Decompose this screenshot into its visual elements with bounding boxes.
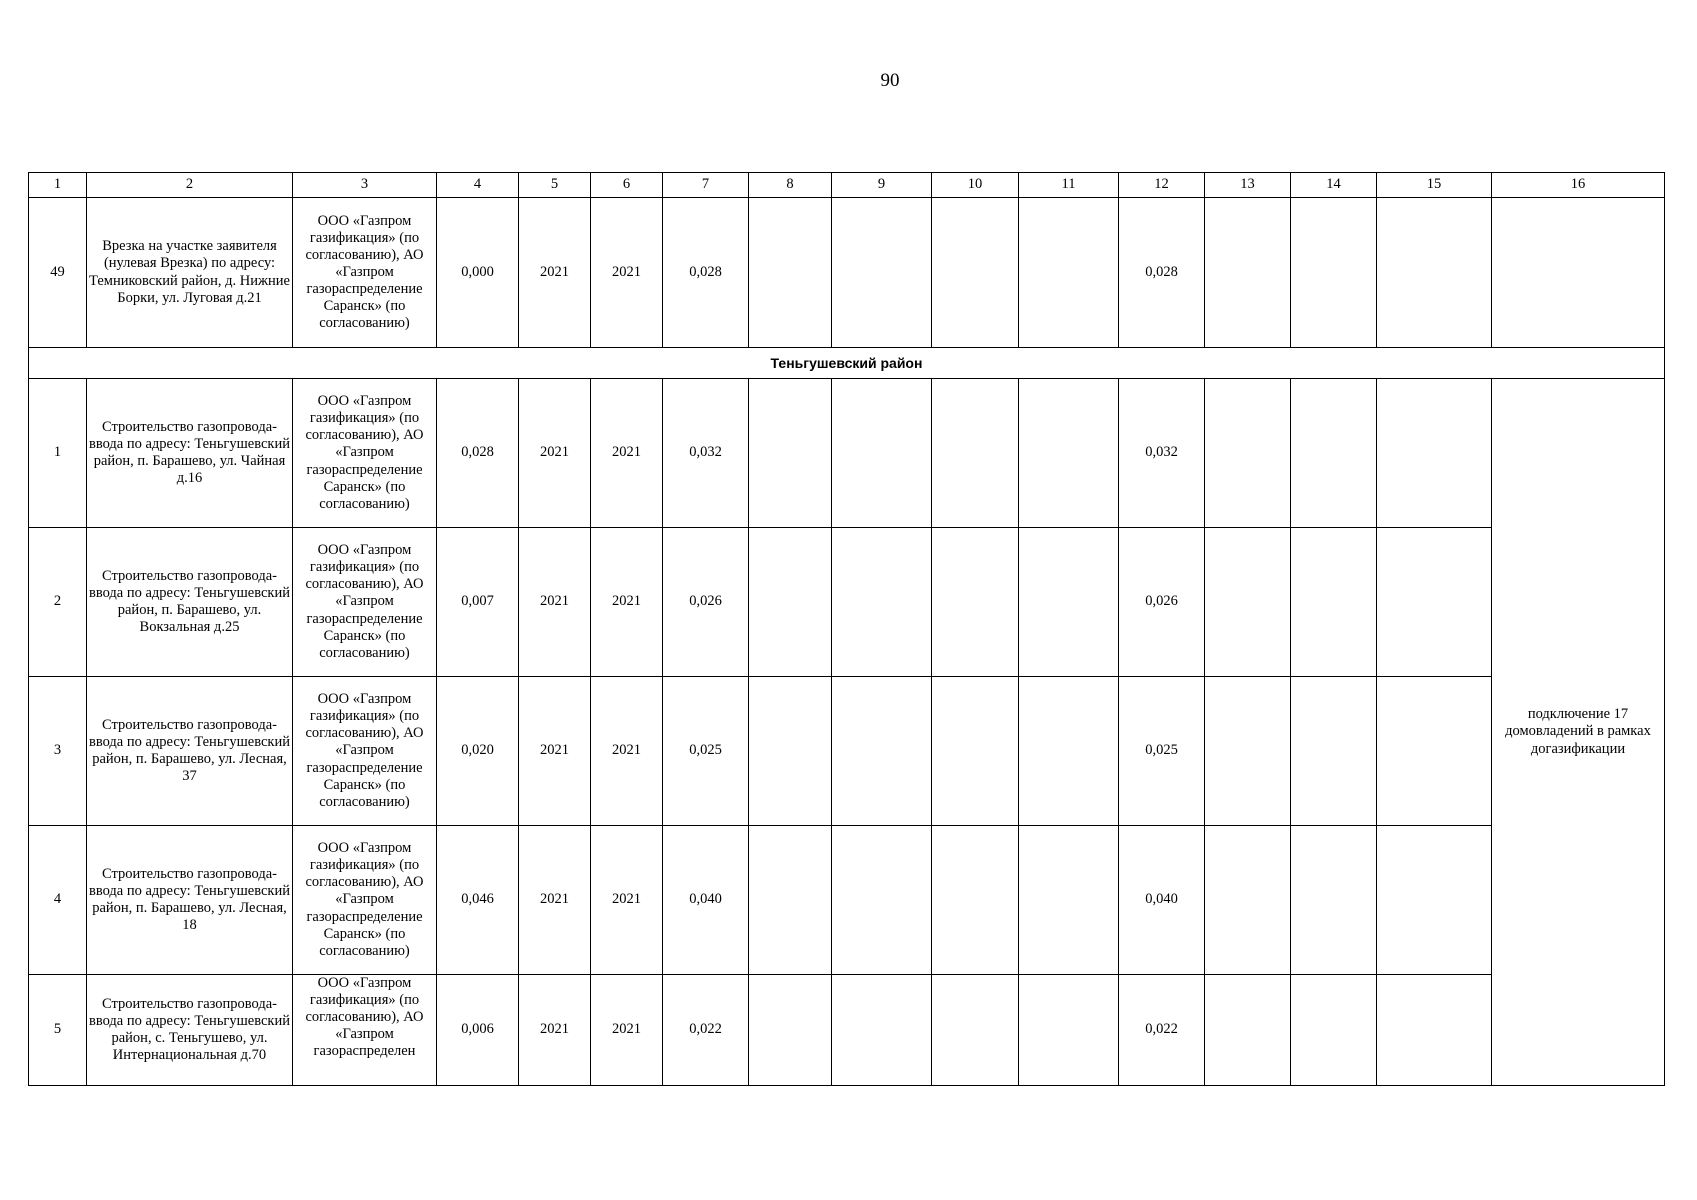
column-number: 9 (832, 173, 932, 198)
row-number: 2 (29, 528, 87, 677)
column-number: 1 (29, 173, 87, 198)
empty-cell (1291, 677, 1377, 826)
empty-cell (1205, 975, 1291, 1086)
empty-cell (932, 975, 1019, 1086)
year-end: 2021 (591, 826, 663, 975)
empty-cell (1377, 379, 1492, 528)
empty-cell (932, 198, 1019, 348)
value-col7: 0,032 (663, 379, 749, 528)
empty-cell (932, 528, 1019, 677)
year-end: 2021 (591, 198, 663, 348)
empty-cell (1377, 528, 1492, 677)
table-row (29, 677, 1665, 826)
year-end: 2021 (591, 379, 663, 528)
executor: ООО «Газпром газификация» (по согласованию), АО «Газпром газораспределение Саранск» (по согласованию) (293, 379, 437, 528)
empty-cell (1019, 677, 1119, 826)
value-col12: 0,040 (1119, 826, 1205, 975)
row-number: 4 (29, 826, 87, 975)
object-name: Строительство газопровода-ввода по адресу: Теньгушевский район, п. Барашево, ул. Лесная, 37 (87, 677, 293, 826)
executor: ООО «Газпром газификация» (по согласованию), АО «Газпром газораспределение Саранск» (по согласованию) (293, 677, 437, 826)
empty-cell (1377, 826, 1492, 975)
column-number: 3 (293, 173, 437, 198)
column-number-row (29, 173, 1665, 198)
page-number: 90 (880, 70, 900, 91)
empty-cell (749, 528, 832, 677)
table-row (29, 379, 1665, 528)
empty-cell (1377, 198, 1492, 348)
empty-cell (1205, 826, 1291, 975)
value-col7: 0,025 (663, 677, 749, 826)
column-number: 13 (1205, 173, 1291, 198)
year-end: 2021 (591, 528, 663, 677)
empty-cell (1019, 975, 1119, 1086)
year-start: 2021 (519, 677, 591, 826)
column-number: 6 (591, 173, 663, 198)
empty-cell (1377, 677, 1492, 826)
row-number: 3 (29, 677, 87, 826)
executor-text: ООО «Газпром газификация» (по согласованию), АО «Газпром газораспределен (305, 975, 424, 1060)
column-number: 11 (1019, 173, 1119, 198)
value-col7: 0,028 (663, 198, 749, 348)
empty-cell (932, 826, 1019, 975)
column-number: 2 (87, 173, 293, 198)
value-col4: 0,007 (437, 528, 519, 677)
table-row (29, 198, 1665, 348)
value-col4: 0,028 (437, 379, 519, 528)
value-col4: 0,020 (437, 677, 519, 826)
empty-cell (1205, 677, 1291, 826)
row-number: 5 (29, 975, 87, 1086)
value-col7: 0,040 (663, 826, 749, 975)
column-number: 7 (663, 173, 749, 198)
empty-cell (832, 975, 932, 1086)
row-number: 1 (29, 379, 87, 528)
empty-cell (749, 677, 832, 826)
object-name: Врезка на участке заявителя (нулевая Врезка) по адресу: Темниковский район, д. Нижние Борки, ул. Луговая д.21 (87, 198, 293, 348)
empty-cell (832, 198, 932, 348)
section-row (29, 348, 1665, 379)
section-title: Теньгушевский район (29, 348, 1665, 379)
row-number: 49 (29, 198, 87, 348)
executor: ООО «Газпром газификация» (по согласованию), АО «Газпром газораспределение Саранск» (по согласованию) (293, 528, 437, 677)
empty-cell (1492, 198, 1665, 348)
empty-cell (1205, 198, 1291, 348)
executor (293, 975, 437, 1086)
value-col12: 0,028 (1119, 198, 1205, 348)
value-col12: 0,022 (1119, 975, 1205, 1086)
empty-cell (832, 826, 932, 975)
value-col4: 0,046 (437, 826, 519, 975)
object-name: Строительство газопровода-ввода по адресу: Теньгушевский район, п. Барашево, ул. Вокзальная д.25 (87, 528, 293, 677)
year-start: 2021 (519, 975, 591, 1086)
year-start: 2021 (519, 528, 591, 677)
column-number: 4 (437, 173, 519, 198)
value-col12: 0,026 (1119, 528, 1205, 677)
value-col12: 0,025 (1119, 677, 1205, 826)
year-start: 2021 (519, 379, 591, 528)
value-col7: 0,022 (663, 975, 749, 1086)
empty-cell (749, 379, 832, 528)
column-number: 14 (1291, 173, 1377, 198)
year-end: 2021 (591, 975, 663, 1086)
table-row (29, 826, 1665, 975)
column-number: 15 (1377, 173, 1492, 198)
empty-cell (832, 379, 932, 528)
column-number: 12 (1119, 173, 1205, 198)
empty-cell (1291, 528, 1377, 677)
executor: ООО «Газпром газификация» (по согласованию), АО «Газпром газораспределение Саранск» (по согласованию) (293, 826, 437, 975)
empty-cell (1291, 198, 1377, 348)
column-number: 8 (749, 173, 832, 198)
empty-cell (1019, 379, 1119, 528)
value-col12: 0,032 (1119, 379, 1205, 528)
empty-cell (1291, 826, 1377, 975)
year-start: 2021 (519, 826, 591, 975)
empty-cell (749, 826, 832, 975)
object-name: Строительство газопровода-ввода по адресу: Теньгушевский район, с. Теньгушево, ул. Интернациональная д.70 (87, 975, 293, 1086)
empty-cell (1291, 379, 1377, 528)
object-name: Строительство газопровода-ввода по адресу: Теньгушевский район, п. Барашево, ул. Лесная, 18 (87, 826, 293, 975)
empty-cell (1019, 528, 1119, 677)
empty-cell (749, 198, 832, 348)
empty-cell (832, 677, 932, 826)
table-row (29, 528, 1665, 677)
empty-cell (932, 677, 1019, 826)
empty-cell (749, 975, 832, 1086)
empty-cell (1291, 975, 1377, 1086)
column-number: 5 (519, 173, 591, 198)
value-col4: 0,006 (437, 975, 519, 1086)
value-col4: 0,000 (437, 198, 519, 348)
year-end: 2021 (591, 677, 663, 826)
column-number: 10 (932, 173, 1019, 198)
note-cell: подключение 17 домовладений в рамках догазификации (1492, 379, 1665, 1086)
column-number: 16 (1492, 173, 1665, 198)
empty-cell (932, 379, 1019, 528)
table-row (29, 975, 1665, 1086)
value-col7: 0,026 (663, 528, 749, 677)
empty-cell (832, 528, 932, 677)
empty-cell (1205, 528, 1291, 677)
empty-cell (1019, 826, 1119, 975)
year-start: 2021 (519, 198, 591, 348)
empty-cell (1205, 379, 1291, 528)
object-name: Строительство газопровода-ввода по адресу: Теньгушевский район, п. Барашево, ул. Чайная д.16 (87, 379, 293, 528)
executor: ООО «Газпром газификация» (по согласованию), АО «Газпром газораспределение Саранск» (по согласованию) (293, 198, 437, 348)
empty-cell (1019, 198, 1119, 348)
empty-cell (1377, 975, 1492, 1086)
investment-program-table (28, 172, 1665, 1086)
